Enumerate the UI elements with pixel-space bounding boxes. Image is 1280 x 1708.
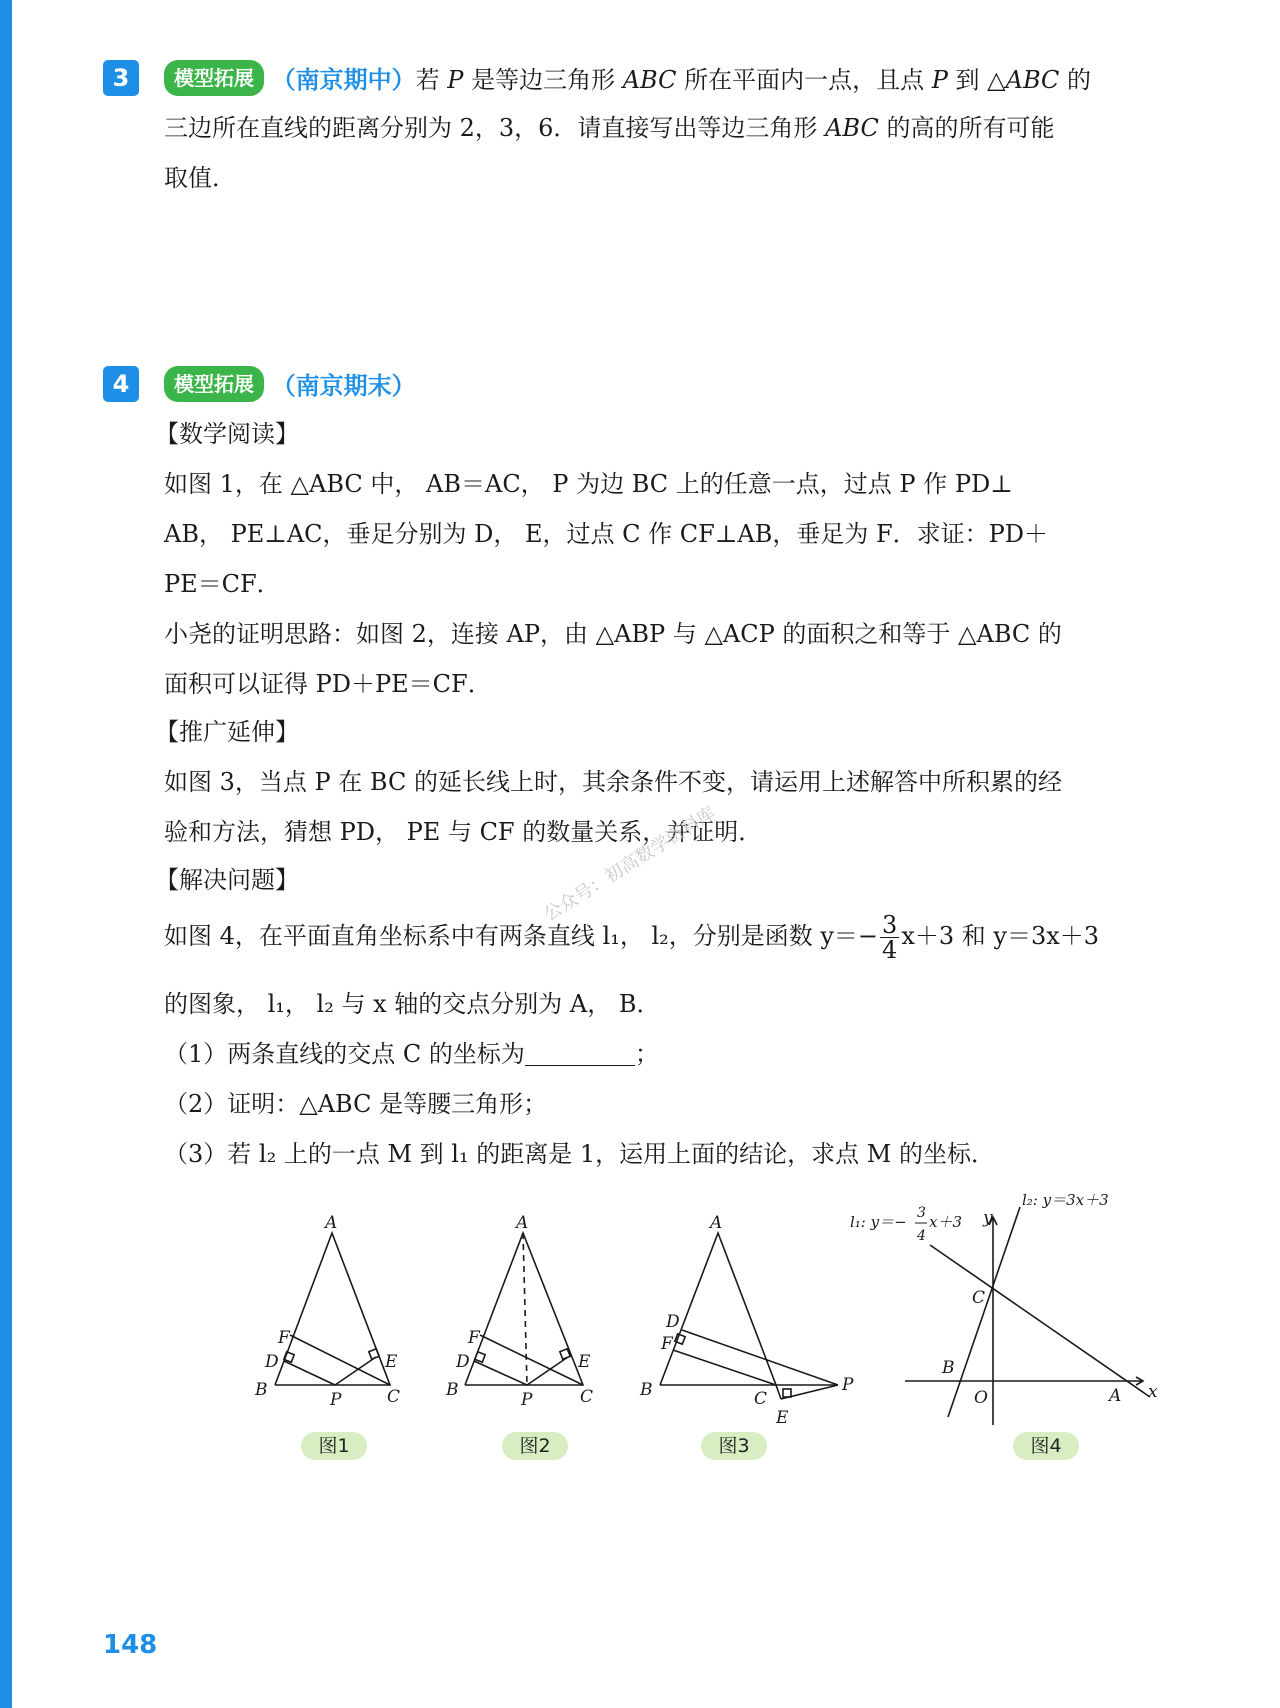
problem-4-badge: 模型拓展	[164, 366, 264, 402]
question-1: （1）两条直线的交点 C 的坐标为 ；	[164, 1040, 659, 1068]
fig2-label-D: D	[456, 1352, 470, 1372]
figure-4-caption: 图4	[1013, 1432, 1079, 1460]
fraction-3-4: $\frac{3}{4}$	[882, 911, 898, 964]
extension-line-1: 如图 3，当点 P 在 BC 的延长线上时，其余条件不变，请运用上述解答中所积累的经	[164, 768, 1063, 796]
fig3-label-F: F	[661, 1334, 673, 1354]
reading-line-3: PE＝CF．	[164, 570, 281, 598]
fig1-label-B: B	[255, 1380, 268, 1400]
reading-line-5: 面积可以证得 PD＋PE＝CF．	[164, 670, 492, 698]
figure-3-caption: 图3	[701, 1432, 767, 1460]
fig1-label-F: F	[278, 1328, 290, 1348]
problem-3-line-3: 取值．	[164, 164, 236, 192]
problem-3-line-2: 三边所在直线的距离分别为 2，3，6．请直接写出等边三角形 ABC 的高的所有可能	[164, 114, 1055, 142]
problem-3-badge: 模型拓展	[164, 60, 264, 96]
fig2-label-E: E	[578, 1352, 591, 1372]
figure-2-caption: 图2	[502, 1432, 568, 1460]
fig2-label-P: P	[521, 1390, 533, 1410]
fig4-label-A: A	[1109, 1386, 1122, 1406]
problem-3-number: 3	[103, 60, 139, 96]
fig4-l1-den: 4	[917, 1228, 926, 1244]
fig3-label-C: C	[754, 1389, 768, 1409]
fig2-label-A: A	[516, 1213, 529, 1233]
fig3-label-P: P	[842, 1375, 854, 1395]
solve-line-2: 的图象， l₁， l₂ 与 x 轴的交点分别为 A， B．	[164, 990, 661, 1018]
fig3-label-B: B	[640, 1380, 653, 1400]
fig4-l1-num: 3	[917, 1205, 926, 1221]
answer-blank	[525, 1043, 635, 1066]
figure-1-diagram	[275, 1233, 390, 1385]
fig2-label-C: C	[580, 1387, 594, 1407]
section-solve: 【解决问题】	[155, 866, 299, 894]
reading-line-4: 小尧的证明思路：如图 2，连接 AP，由 △ABP 与 △ACP 的面积之和等于 △ABC 的	[164, 620, 1062, 648]
fig4-label-C: C	[972, 1288, 986, 1308]
page-number: 148	[103, 1630, 158, 1660]
fig1-label-D: D	[265, 1352, 279, 1372]
reading-line-1: 如图 1，在 △ABC 中， AB＝AC， P 为边 BC 上的任意一点，过点 P 作 PD⊥	[164, 470, 1013, 498]
fig3-label-E: E	[776, 1408, 789, 1428]
fig1-label-P: P	[330, 1390, 342, 1410]
problem-4-source: （南京期末）	[271, 372, 416, 400]
fig4-l1-suffix: x＋3	[929, 1213, 963, 1231]
question-3: （3）若 l₂ 上的一点 M 到 l₁ 的距离是 1，运用上面的结论，求点 M 的坐标．	[164, 1140, 995, 1168]
extension-line-2: 验和方法，猜想 PD， PE 与 CF 的数量关系，并证明．	[164, 818, 763, 846]
fig4-axis-y: y	[983, 1208, 993, 1228]
section-extension: 【推广延伸】	[155, 718, 299, 746]
fig3-label-D: D	[666, 1312, 680, 1332]
figure-3-diagram	[660, 1233, 838, 1399]
problem-3-line-1: 模型拓展 （南京期中）若 P 是等边三角形 ABC 所在平面内一点，且点 P 到 △ABC 的	[164, 60, 1091, 96]
fig4-l2-equation: l₂: y＝3x＋3	[1022, 1191, 1109, 1209]
fig2-label-B: B	[446, 1380, 459, 1400]
fig1-label-A: A	[325, 1213, 338, 1233]
fig4-label-O: O	[974, 1388, 988, 1408]
fig1-label-C: C	[387, 1387, 401, 1407]
problem-3-source: （南京期中）	[271, 66, 416, 94]
fig4-l1-prefix: l₁: y＝−	[850, 1213, 907, 1231]
watermark-text: 公众号：初高数学资料库	[540, 802, 720, 926]
fig1-label-E: E	[385, 1352, 398, 1372]
fig4-label-B: B	[942, 1358, 955, 1378]
problem-4-header	[164, 366, 416, 402]
fig2-label-F: F	[468, 1328, 480, 1348]
side-color-strip	[0, 0, 12, 1708]
problem-4-number: 4	[103, 366, 139, 402]
fig3-label-A: A	[710, 1213, 723, 1233]
solve-line-1: 如图 4，在平面直角坐标系中有两条直线 l₁， l₂，分别是函数 y＝− $\frac{3}{4}$ x＋3 和 y＝3x＋3	[164, 911, 1100, 964]
figures-area	[0, 1185, 1280, 1445]
question-2: （2）证明：△ABC 是等腰三角形；	[164, 1090, 548, 1118]
figure-2-diagram	[465, 1233, 583, 1385]
fig4-axis-x: x	[1148, 1382, 1158, 1402]
section-math-reading: 【数学阅读】	[155, 420, 299, 448]
figure-1-caption: 图1	[301, 1432, 367, 1460]
reading-line-2: AB， PE⊥AC，垂足分别为 D， E，过点 C 作 CF⊥AB，垂足为 F．求证：PD＋	[164, 520, 1049, 548]
